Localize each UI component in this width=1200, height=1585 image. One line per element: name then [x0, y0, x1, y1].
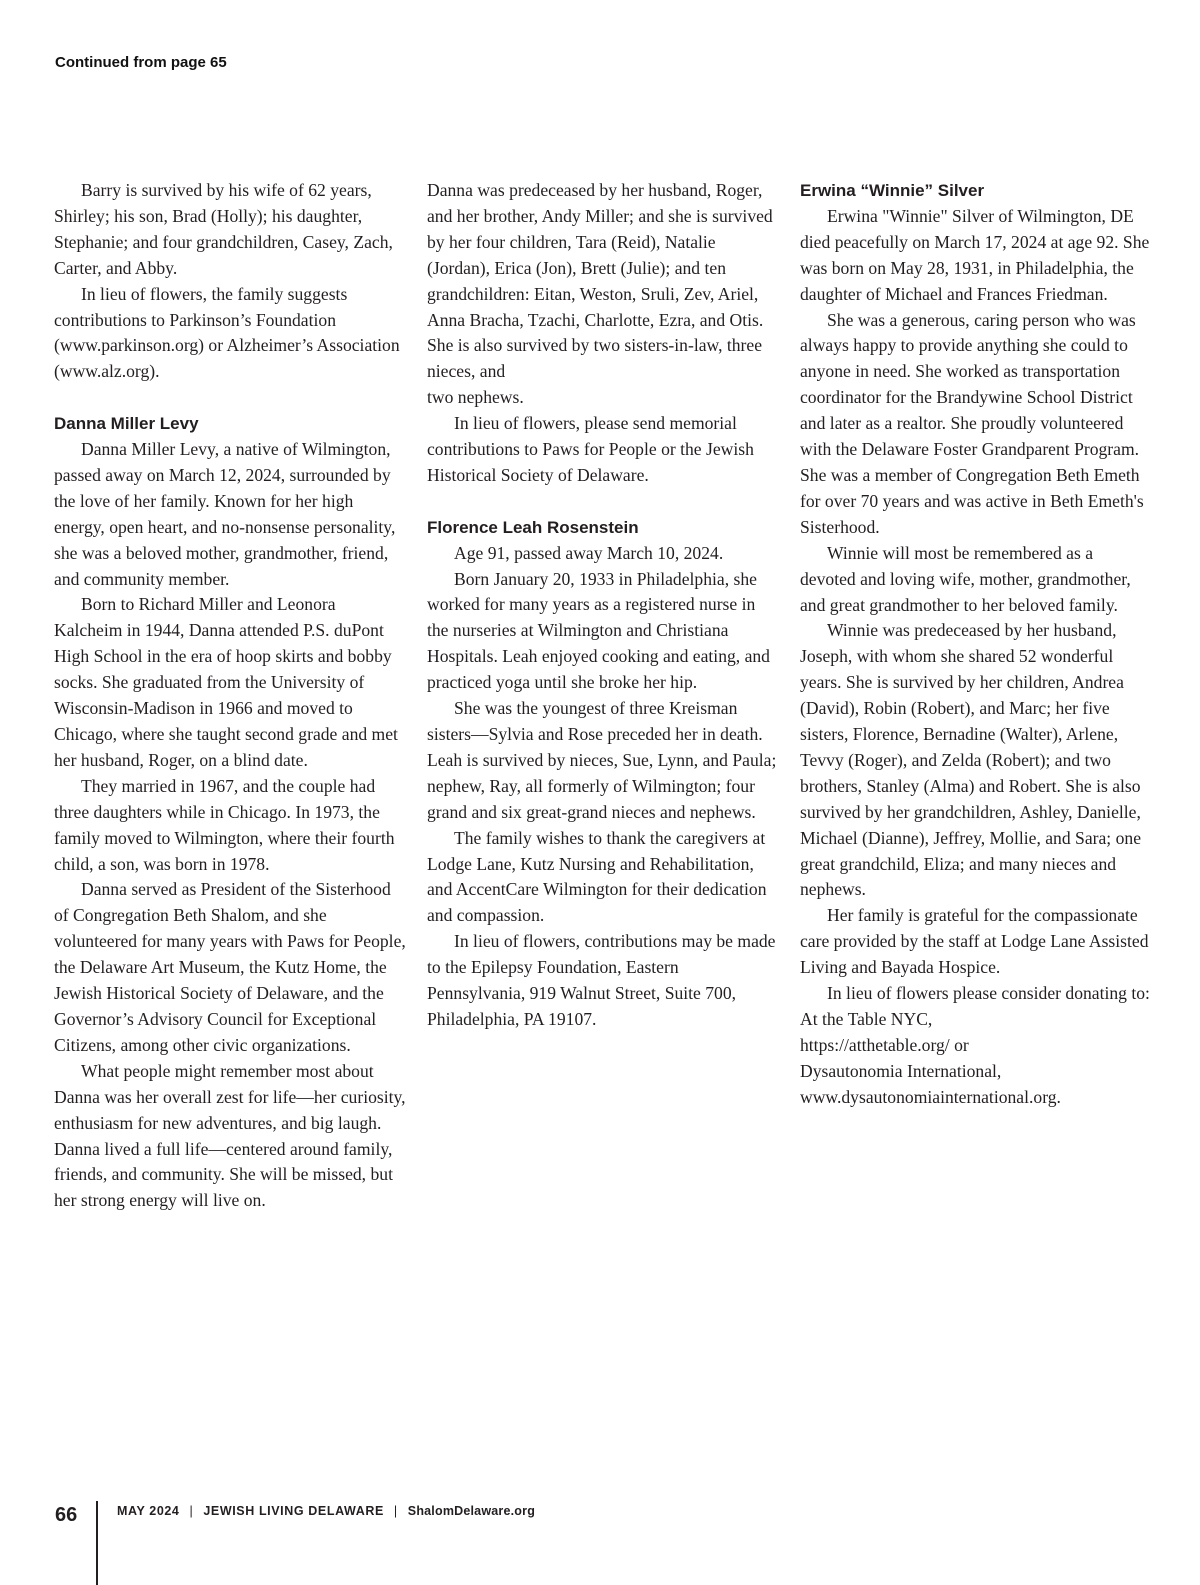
- danna-survivors-text-end: two nephews.: [427, 387, 524, 408]
- danna-flowers-paragraph: In lieu of flowers, please send memorial contributions to Paws for People or the Jewish Historical Society of Delaware.: [427, 413, 754, 485]
- winnie-intro-paragraph: Erwina "Winnie" Silver of Wilmington, DE died peacefully on March 17, 2024 at age 92. She was born on May 28, 1931, in Philadelphia, the daughter of Michael and Frances Friedman.: [800, 205, 1150, 304]
- footer-separator: |: [393, 1504, 398, 1518]
- winnie-remembrance-paragraph: Winnie will most be remembered as a devoted and loving wife, mother, grandmother, and great grandmother to her beloved family.: [800, 542, 1131, 615]
- barry-flowers-paragraph: In lieu of flowers, the family suggests contributions to Parkinson’s Foundation (www.parkinson.org) or Alzheimer’s Association (www.alz.org).: [54, 283, 400, 382]
- footer-separator: |: [189, 1504, 194, 1518]
- winnie-flowers-intro: In lieu of flowers please consider donating to:: [827, 983, 1150, 1004]
- footer-publication: JEWISH LIVING DELAWARE: [203, 1504, 384, 1518]
- danna-survivors-text: Danna was predeceased by her husband, Roger, and her brother, Andy Miller; and she is survived by her four children, Tara (Reid), Natalie (Jordan), Erica (Jon), Brett (Julie); and ten grandchildren: Eitan, Weston, Sruli, Zev, Ariel, Anna Bracha, Tzachi, Charlotte, Ezra, and Otis. She is also survived by two sisters-in-law, three nieces, and: [427, 180, 773, 382]
- danna-service-paragraph: Danna served as President of the Sisterhood of Congregation Beth Shalom, and she volunteered for many years with Paws for People, the Delaware Art Museum, the Kutz Home, the Jewish Historical Society of Delaware, and the Governor’s Advisory Council for Exceptional Citizens, among other civic organizations.: [54, 879, 406, 1055]
- danna-early-life-paragraph: Born to Richard Miller and Leonora Kalcheim in 1944, Danna attended P.S. duPont High School in the era of hoop skirts and bobby socks. She graduated from the University of Wisconsin-Madison in 1966 and moved to Chicago, where she taught second grade and met her husband, Roger, on a blind date.: [54, 594, 398, 770]
- obituary-heading-florence-leah-rosenstein: Florence Leah Rosenstein: [427, 517, 639, 537]
- column-1: [54, 178, 406, 1214]
- donation-link-2: www.dysautonomiainternational.org.: [800, 1086, 1061, 1107]
- footer-divider: [96, 1501, 98, 1585]
- danna-survivors-paragraph: [427, 178, 779, 411]
- danna-remembrance-paragraph: What people might remember most about Danna was her overall zest for life—her curiosity, enthusiasm for new adventures, and big laugh. Danna lived a full life—centered around family, friends, and community. She will be missed, but her strong energy will live on.: [54, 1060, 406, 1211]
- page-footer: [55, 1500, 97, 1530]
- obituary-heading-danna-miller-levy: Danna Miller Levy: [54, 414, 199, 434]
- footer-credits: [117, 1504, 535, 1518]
- danna-intro-paragraph: Danna Miller Levy, a native of Wilmington, passed away on March 12, 2024, surrounded by the love of her family. Known for her high energy, open heart, and no-nonsense personality, she was a beloved mother, grandmother, friend, and community member.: [54, 439, 396, 589]
- florence-family-paragraph: She was the youngest of three Kreisman sisters—Sylvia and Rose preceded her in death. Leah is survived by nieces, Sue, Lynn, and Paula; nephew, Ray, all formerly of Wilmington; four grand and six great-grand nieces and nephews.: [427, 698, 777, 822]
- florence-career-paragraph: Born January 20, 1933 in Philadelphia, she worked for many years as a registered nurse in the nurseries at Wilmington and Christiana Hospitals. Leah enjoyed cooking and eating, and practiced yoga until she broke her hip.: [427, 568, 770, 693]
- donation-org-2: Dysautonomia International,: [800, 1060, 1002, 1081]
- florence-age-paragraph: Age 91, passed away March 10, 2024.: [454, 542, 724, 563]
- winnie-thanks-paragraph: Her family is grateful for the compassionate care provided by the staff at Lodge Lane Assisted Living and Bayada Hospice.: [800, 905, 1149, 978]
- danna-marriage-paragraph: They married in 1967, and the couple had three daughters while in Chicago. In 1973, the family moved to Wilmington, where their fourth child, a son, was born in 1978.: [54, 775, 395, 874]
- donation-link-1: https://atthetable.org/ or: [800, 1034, 969, 1055]
- florence-flowers-paragraph: In lieu of flowers, contributions may be made to the Epilepsy Foundation, Eastern Pennsylvania, 919 Walnut Street, Suite 700, Philadelphia, PA 19107.: [427, 931, 776, 1029]
- winnie-donation-list: [800, 1007, 1152, 1111]
- footer-issue: MAY 2024: [117, 1504, 180, 1518]
- page-number: 66: [55, 1503, 78, 1526]
- column-3: [800, 178, 1152, 1111]
- footer-website: ShalomDelaware.org: [407, 1504, 536, 1518]
- donation-org-1: At the Table NYC,: [800, 1009, 933, 1029]
- florence-thanks-paragraph: The family wishes to thank the caregivers at Lodge Lane, Kutz Nursing and Rehabilitation, and AccentCare Wilmington for their dedication and compassion.: [427, 827, 767, 926]
- column-2: [427, 178, 779, 1033]
- obituary-heading-erwina-winnie-silver: Erwina “Winnie” Silver: [800, 181, 985, 200]
- winnie-family-paragraph: Winnie was predeceased by her husband, Joseph, with whom she shared 52 wonderful years. She is survived by her children, Andrea (David), Robin (Robert), and Marc; her five sisters, Florence, Bernadine (Walter), Arlene, Tevvy (Roger), and Zelda (Robert); and two brothers, Stanley (Alma) and Robert. She is also survived by her grandchildren, Ashley, Danielle, Michael (Dianne), Jeffrey, Mollie, and Sara; one great grandchild, Eliza; and many nieces and nephews.: [800, 620, 1141, 900]
- continued-from-label: Continued from page 65: [55, 54, 227, 71]
- barry-survivors-paragraph: Barry is survived by his wife of 62 years, Shirley; his son, Brad (Holly); his daughter, Stephanie; and four grandchildren, Casey, Zach, Carter, and Abby.: [54, 180, 393, 278]
- winnie-career-paragraph: She was a generous, caring person who was always happy to provide anything she could to anyone in need. She worked as transportation coordinator for the Brandywine School District and later as a realtor. She proudly volunteered with the Delaware Foster Grandparent Program. She was a member of Congregation Beth Emeth for over 70 years and was active in Beth Emeth's Sisterhood.: [800, 309, 1144, 537]
- winnie-flowers-paragraph: [800, 981, 1152, 1007]
